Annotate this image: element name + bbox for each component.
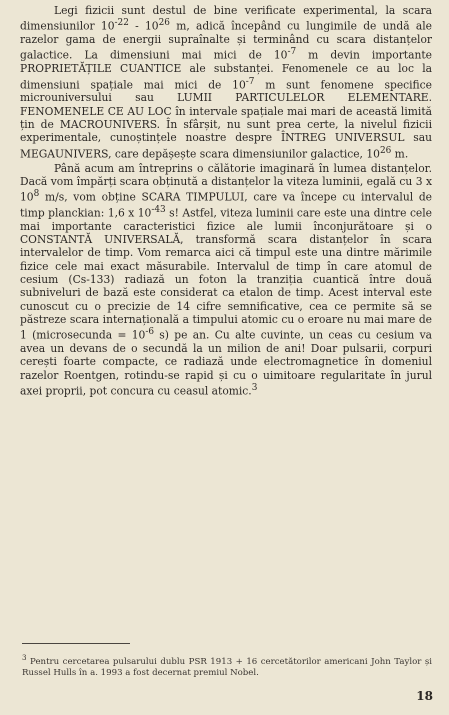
- exponent: 8: [33, 189, 40, 200]
- text-run: Legi fizicii sunt destul de bine verificate experimental, la scara dimensiunilor 10: [20, 4, 432, 33]
- exponent: 26: [158, 18, 170, 29]
- paragraph-2: [20, 162, 432, 398]
- footnote: [22, 652, 432, 679]
- footnote-text: Pentru cercetarea pulsarului dublu PSR 1913 + 16 cercetătorilor americani John Taylor și Russel Hulls în a. 1993 a fost decernat premiul Nobel.: [22, 656, 432, 678]
- exponent: 26: [379, 145, 392, 156]
- exponent: -7: [245, 76, 255, 87]
- body-text: [20, 4, 432, 398]
- footnote-marker: 3: [22, 653, 27, 662]
- page-number: 18: [416, 689, 433, 703]
- text-run: m, adică începând cu lungimile de undă ale razelor gama de energii supraînalte și terminând cu scara distanțelor galactice. La dimensiuni mai mici de 10: [20, 19, 432, 63]
- text-run: m devin importante PROPRIETĂȚILE CUANTICE ale substanței. Fenomenele ce au loc la dimensiuni spațiale mai mici de 10: [20, 49, 432, 92]
- text-run: m.: [391, 147, 409, 161]
- text-run: - 10: [128, 19, 159, 33]
- footnote-reference[interactable]: 3: [251, 382, 258, 393]
- footnote-divider: [22, 643, 130, 644]
- text-run: m/s, vom obține SCARA TIMPULUI, care va începe cu intervalul de timp planckian: 1,6 x 10: [20, 190, 432, 220]
- text-run: m sunt fenomene specifice microuniversului sau LUMII PARTICULELOR ELEMENTARE. FENOMENELE CE AU LOC în intervale spațiale mai mari de această limită țin de MACROUNIVERS. În sfârșit, nu sunt prea certe, la nivelul fizicii experimentale, cunoștințele noastre despre ÎNTREG UNIVERSUL sau MEGAUNIVERS, care depășește scara dimensiunilor galactice, 10: [20, 78, 432, 161]
- text-run: Până acum am întreprins o călătorie imaginară în lumea distanțelor. Dacă vom împărți scara obținută a distanțelor la viteza luminii, egală cu 3 x 10: [20, 161, 432, 204]
- paragraph-1: [20, 4, 432, 161]
- exponent: -7: [287, 47, 297, 58]
- text-run: s! Astfel, viteza luminii care este una dintre cele mai importante caracteristici fizice ale lumii înconjurătoare și o CONSTANTĂ UNIVERSALĂ, transformă scara distanțelor în scara intervalelor de timp. Vom remarca aici că timpul este una dintre mărimile fizice cele mai exact măsurabile. Intervalul de timp în care atomul de cesium (Cs-133) radiază un foton la tranziția cuantică între două subniveluri de bază este considerat ca etalon de timp. Acest interval este cunoscut cu o precizie de 14 cifre semnificative, cea ce permite să se păstreze scara internațională a timpului atomic cu o eroare nu mai mare de 1 (microsecunda = 10: [20, 206, 432, 342]
- exponent: -43: [151, 204, 166, 215]
- exponent: -22: [114, 18, 129, 29]
- exponent: -6: [145, 327, 154, 338]
- text-run: s) pe an. Cu alte cuvinte, un ceas cu cesium va avea un devans de o secundă la un milion de ani! Doar pulsarii, corpuri cerești foarte compacte, ce radiază unde electromagnetice în domeniul razelor Roentgen, rotindu-se rapid și cu o uimitoare regularitate în jurul axei proprii, pot concura cu ceasul atomic.: [20, 328, 432, 398]
